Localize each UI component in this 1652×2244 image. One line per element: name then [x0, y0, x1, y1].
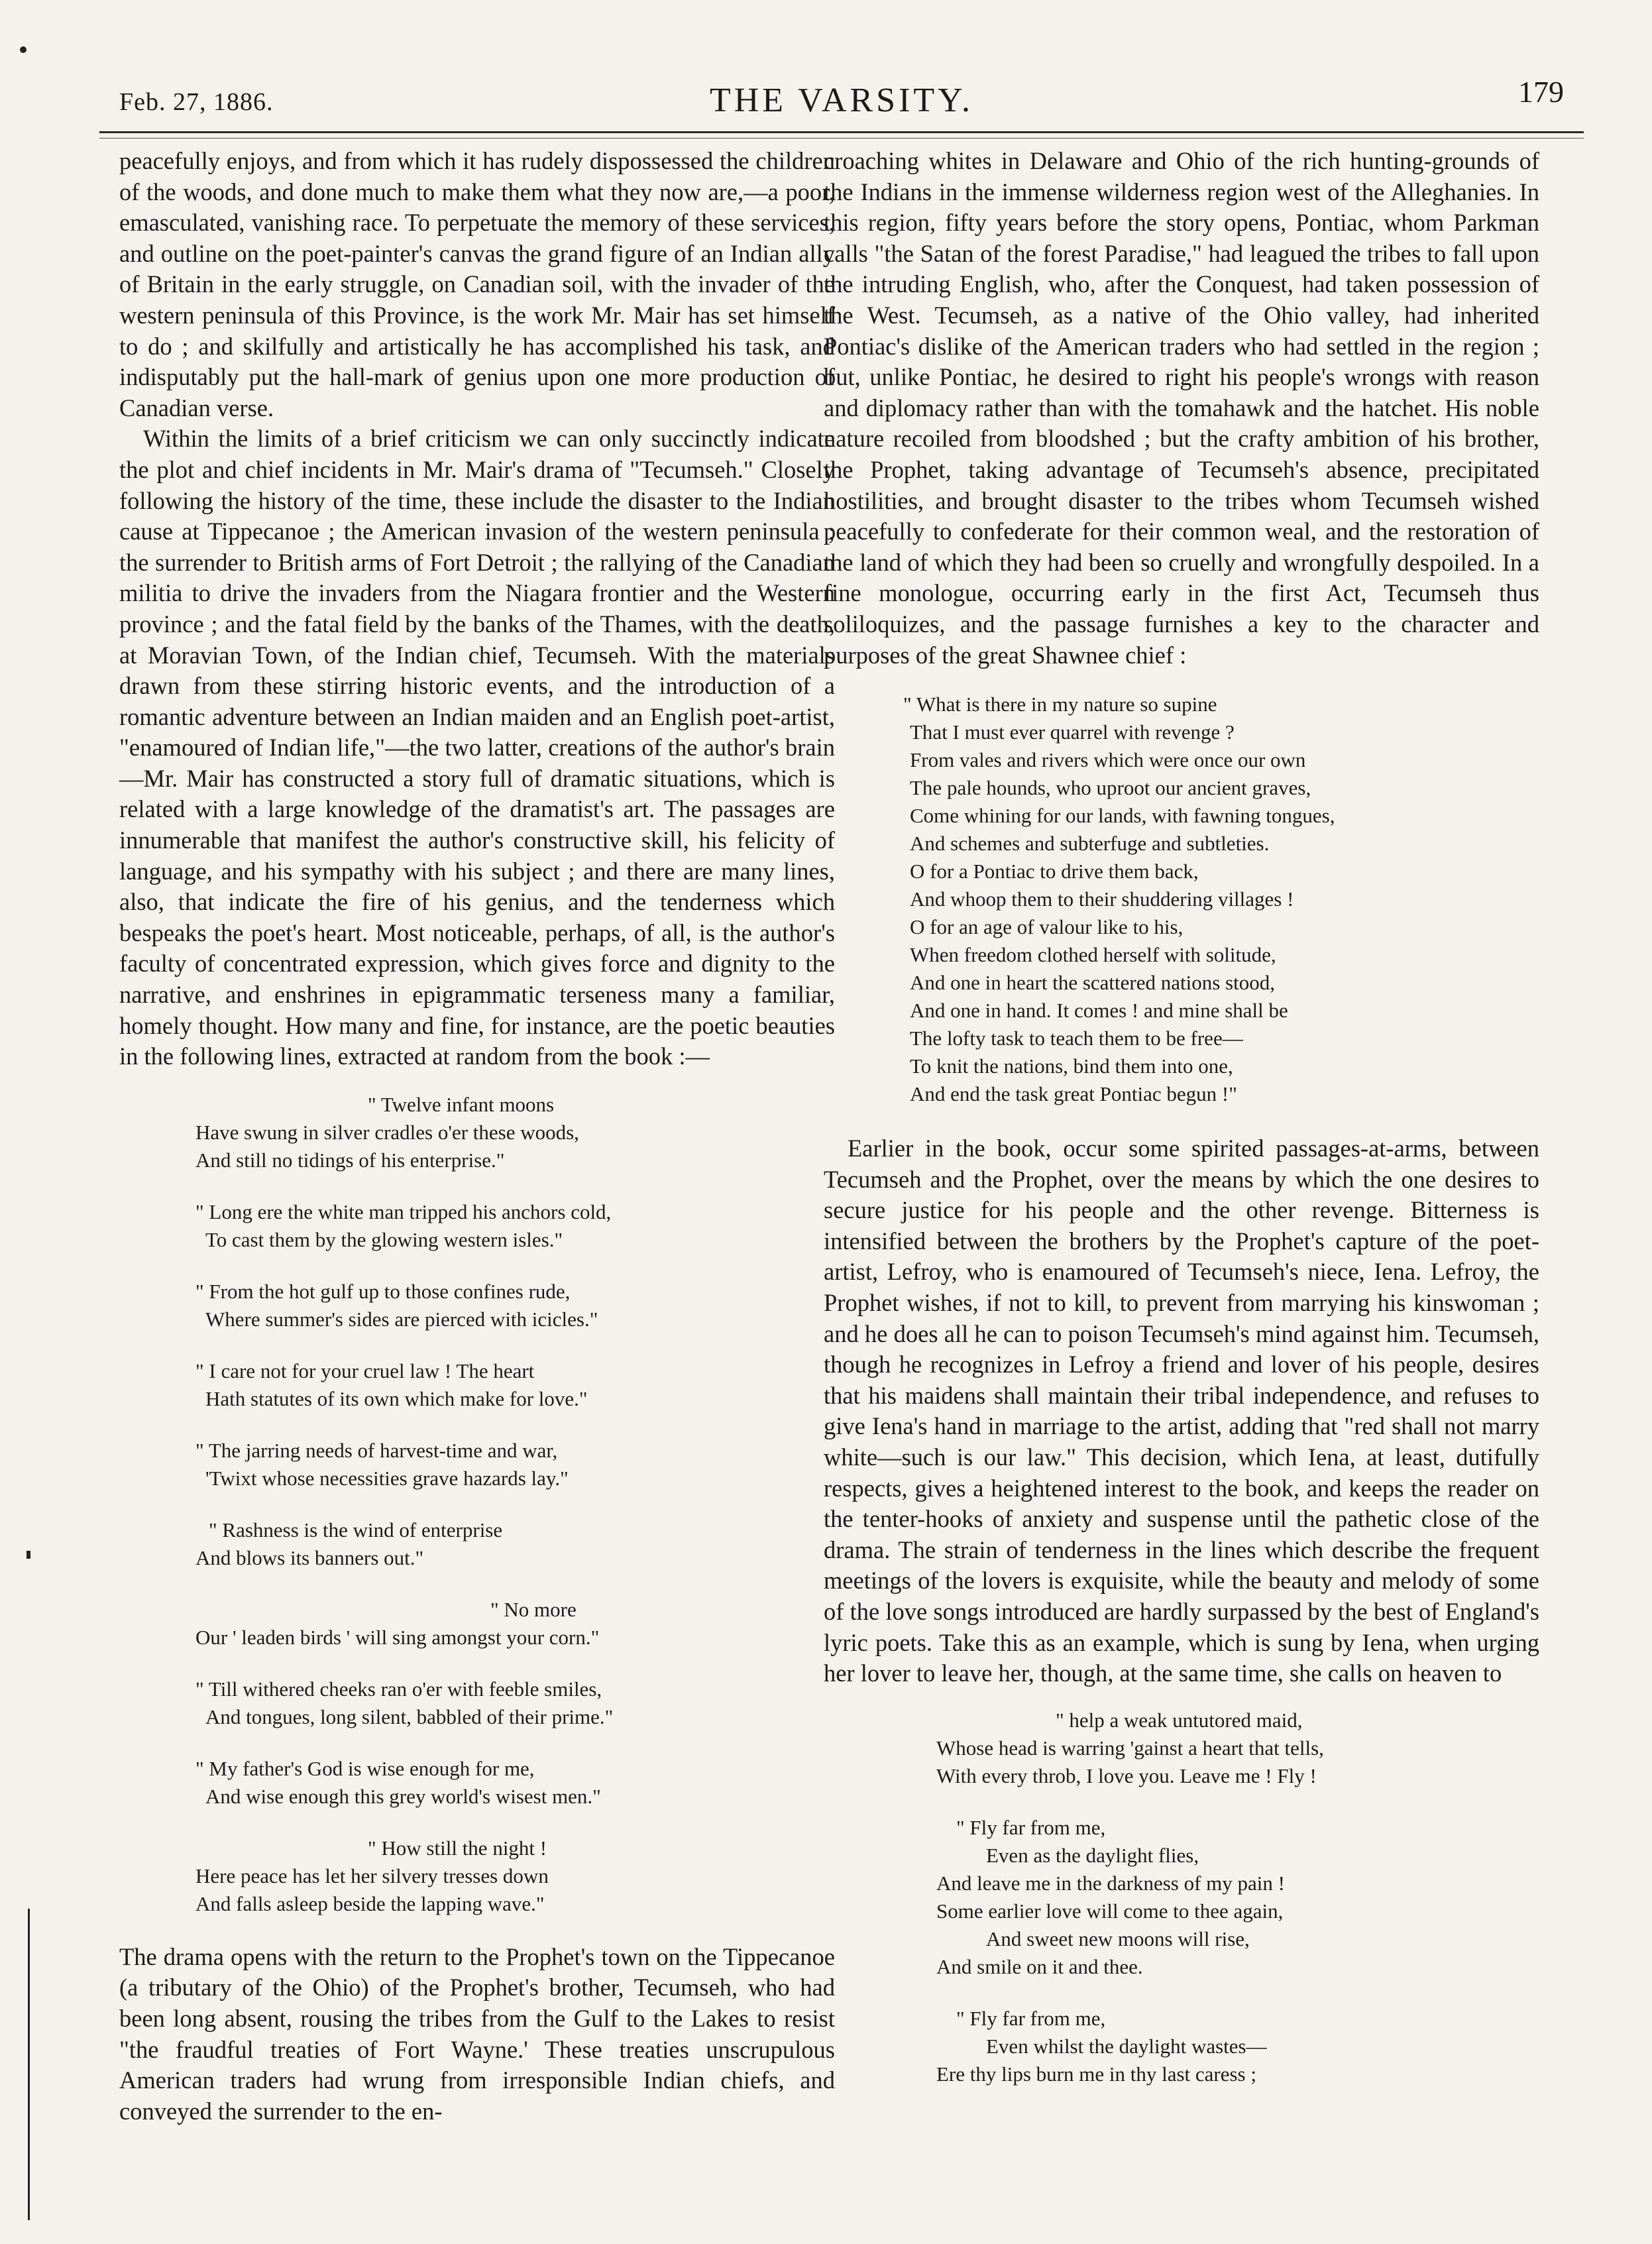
verse-line: And schemes and subterfuge and subtleties. — [910, 832, 1270, 856]
margin-mark — [20, 46, 27, 53]
quotation — [119, 1198, 835, 1254]
song-stanza — [824, 2005, 1539, 2088]
verse-line: Even as the daylight flies, — [986, 1843, 1199, 1867]
paragraph: The drama opens with the return to the Prophet's town on the Tippecanoe (a tributary of the Ohio) of the Prophet's brother, Tecumseh, who had been long absent, rousing the tribes from the Gulf to the Lakes to resist "the fraudful treaties of Fort Wayne.' These treaties unscrupulous American traders had wrung from irresponsible Indian chiefs, and conveyed the surrender to the en- — [119, 1942, 835, 2125]
quotation-list — [119, 1091, 835, 1918]
page-header — [99, 74, 1584, 121]
verse-line: " The jarring needs of harvest-time and war, — [195, 1438, 558, 1462]
verse-line: Here peace has let her silvery tresses down — [195, 1864, 549, 1887]
verse-line: To knit the nations, bind them into one, — [910, 1054, 1233, 1078]
verse-line: Some earlier love will come to thee again, — [936, 1899, 1284, 1923]
verse-line: " Fly far from me, — [956, 2006, 1106, 2030]
monologue-verse — [824, 691, 1539, 1108]
verse-line: " Twelve infant moons — [368, 1092, 555, 1116]
quotation — [119, 1437, 835, 1492]
verse-line: " What is there in my nature so supine — [903, 693, 1217, 716]
quotation — [119, 1596, 835, 1652]
verse-line: That I must ever quarrel with revenge ? — [910, 720, 1235, 744]
verse-line: From vales and rivers which were once our own — [910, 748, 1306, 772]
page-number: 179 — [1518, 75, 1564, 109]
verse-line: " How still the night ! — [368, 1836, 547, 1860]
verse-line: " My father's God is wise enough for me, — [195, 1756, 535, 1780]
verse-line: Have swung in silver cradles o'er these woods, — [195, 1120, 579, 1144]
quotation — [119, 1091, 835, 1174]
verse-line: The pale hounds, who uproot our ancient graves, — [910, 776, 1311, 800]
margin-mark — [28, 1909, 30, 2220]
verse-line: O for a Pontiac to drive them back, — [910, 860, 1199, 883]
paragraph: croaching whites in Delaware and Ohio of the rich hunting-grounds of the Indians in the immense wilderness region west of the Alleghanies. In this region, fifty years before the story opens, Pontiac, whom Parkman calls "the Satan of the forest Paradise," had leagued the tribes to fall upon the intruding English, who, after the Conquest, had taken possession of the West. Tecumseh, as a native of the Ohio valley, had inherited Pontiac's dislike of the American traders who had settled in the region ; but, unlike Pontiac, he desired to right his people's wrongs with reason and diplomacy rather than with the tomahawk and the hatchet. His noble nature recoiled from bloodshed ; but the crafty ambition of his brother, the Prophet, taking advantage of Tecumseh's absence, precipitated hostilities, and brought disaster to the tribes whom Tecumseh wished peacefully to confederate for their common weal, and the restoration of the land of which they had been so cruelly and wrongfully despoiled. In a fine monologue, occurring early in the first Act, Tecumseh thus soliloquizes, and the passage furnishes a key to the character and purposes of the great Shawnee chief : — [824, 147, 1539, 669]
header-rule-thin — [99, 138, 1584, 139]
verse-line: " Long ere the white man tripped his anchors cold, — [195, 1200, 612, 1223]
verse-line: Whose head is warring 'gainst a heart that tells, — [936, 1736, 1324, 1760]
quotation — [119, 1516, 835, 1572]
paragraph: Within the limits of a brief criticism we can only succinctly indicate the plot and chief incidents in Mr. Mair's drama of "Tecumseh." Closely following the history of the time, these include the disaster to the Indian cause at Tippecanoe ; the American invasion of the western peninsula ; the surrender to British arms of Fort Detroit ; the rallying of the Canadian militia to drive the invaders from the Niagara frontier and the Western province ; and the fatal field by the banks of the Thames, with the death, at Moravian Town, of the Indian chief, Tecumseh. With the materials drawn from these stirring historic events, and the introduction of a romantic adventure between an Indian maiden and an English poet-artist, "enamoured of Indian life,"—the two latter, creations of the author's brain—Mr. Mair has constructed a story full of dramatic situations, which is related with a large knowledge of the dramatist's art. The passages are innumerable that manifest the author's constructive skill, his felicity of language, and his sympathy with his subject ; and there are many lines, also, that indicate the fire of his genius, and the tenderness which bespeaks the poet's heart. Most noticeable, perhaps, of all, is the author's faculty of concentrated expression, which gives force and dignity to the narrative, and enshrines in epigrammatic terseness many a familiar, homely thought. How many and fine, for instance, are the poetic beauties in the following lines, extracted at random from the book :— — [119, 425, 835, 1070]
verse-line: And wise enough this grey world's wisest men." — [205, 1784, 601, 1808]
verse-line: " Rashness is the wind of enterprise — [209, 1518, 503, 1542]
paragraph: peacefully enjoys, and from which it has rudely dispossessed the children of the woods, and done much to make them what they now are,—a poor, emasculated, vanishing race. To perpetuate the memory of these services, and outline on the poet-painter's canvas the grand figure of an Indian ally of Britain in the early struggle, on Canadian soil, with the invader of the western peninsula of this Province, is the work Mr. Mair has set himself to do ; and skilfully and artistically he has accomplished his task, and indisputably put the hall-mark of genius upon one more production of Canadian verse. — [119, 147, 835, 421]
quotation — [119, 1755, 835, 1811]
verse-line: When freedom clothed herself with solitude, — [910, 943, 1276, 967]
verse-line: " I care not for your cruel law ! The heart — [195, 1359, 535, 1382]
verse-line: Our ' leaden birds ' will sing amongst your corn." — [195, 1625, 600, 1649]
verse-line: " Fly far from me, — [956, 1815, 1106, 1839]
verse-line: " help a weak untutored maid, — [1056, 1708, 1303, 1732]
left-column — [119, 146, 835, 2127]
verse-line: To cast them by the glowing western isles." — [205, 1227, 563, 1251]
verse-line: Ere thy lips burn me in thy last caress ; — [936, 2062, 1256, 2086]
verse-line: And still no tidings of his enterprise." — [195, 1148, 505, 1172]
verse-line: And falls asleep beside the lapping wave." — [195, 1891, 545, 1915]
song-intro — [824, 1707, 1539, 1790]
verse-line: And one in heart the scattered nations stood, — [910, 971, 1275, 995]
verse-line: The lofty task to teach them to be free— — [910, 1027, 1243, 1050]
verse-line: With every throb, I love you. Leave me ! Fly ! — [936, 1764, 1317, 1787]
verse-line: And sweet new moons will rise, — [986, 1927, 1250, 1950]
verse-line: " No more — [490, 1597, 577, 1621]
verse-line: " From the hot gulf up to those confines rude, — [195, 1279, 571, 1303]
verse-line: And tongues, long silent, babbled of their prime." — [205, 1705, 614, 1728]
verse-line: Even whilst the daylight wastes— — [986, 2034, 1267, 2058]
verse-line: And leave me in the darkness of my pain ! — [936, 1871, 1285, 1895]
song-stanza — [824, 1814, 1539, 1981]
verse-line: And blows its banners out." — [195, 1545, 424, 1569]
quotation — [119, 1357, 835, 1413]
publication-title: THE VARSITY. — [709, 82, 974, 119]
verse-line: O for an age of valour like to his, — [910, 915, 1184, 939]
verse-line: 'Twixt whose necessities grave hazards lay." — [205, 1466, 569, 1490]
paragraph: Earlier in the book, occur some spirited passages-at-arms, between Tecumseh and the Prophet, over the means by which the one desires to secure justice for his people and the other revenge. Bitterness is intensified between the brothers by the Prophet's capture of the poet-artist, Lefroy, who is enamoured of Tecumseh's niece, Iena. Lefroy, the Prophet wishes, if not to kill, to prevent from marrying his kinswoman ; and he does all he can to poison Tecumseh's mind against him. Tecumseh, though he recognizes in Lefroy a friend and lover of his people, desires that his maidens shall maintain their tribal independence, and refuses to give Iena's hand in marriage to the artist, adding that "red shall not marry white—such is our law." This decision, which Iena, at least, dutifully respects, gives a heightened interest to the book, and keeps the reader on the tenter-hooks of anxiety and suspense until the pathetic close of the drama. The strain of tenderness in the lines which describe the frequent meetings of the lovers is exquisite, while the beauty and melody of some of the love songs introduced are hardly surpassed by the best of England's lyric poets. Take this as an example, which is sung by Iena, when urging her lover to leave her, though, at the same time, she calls on heaven to — [824, 1135, 1539, 1687]
verse-line: Where summer's sides are pierced with icicles." — [205, 1307, 598, 1331]
right-column — [824, 146, 1539, 2112]
verse-line: And end the task great Pontiac begun !" — [910, 1082, 1237, 1106]
verse-line: And smile on it and thee. — [936, 1954, 1143, 1978]
verse-line: And whoop them to their shuddering villages ! — [910, 887, 1294, 911]
margin-mark — [27, 1551, 30, 1559]
quotation — [119, 1675, 835, 1731]
quotation — [119, 1834, 835, 1918]
issue-date: Feb. 27, 1886. — [119, 88, 274, 116]
song-verse — [824, 1707, 1539, 2088]
verse-line: And one in hand. It comes ! and mine shall be — [910, 999, 1288, 1023]
verse-line: Come whining for our lands, with fawning tongues, — [910, 804, 1335, 828]
verse-line: " Till withered cheeks ran o'er with feeble smiles, — [195, 1677, 602, 1701]
quotation — [119, 1278, 835, 1333]
header-rule — [99, 131, 1584, 133]
verse-line: Hath statutes of its own which make for love." — [205, 1386, 588, 1410]
